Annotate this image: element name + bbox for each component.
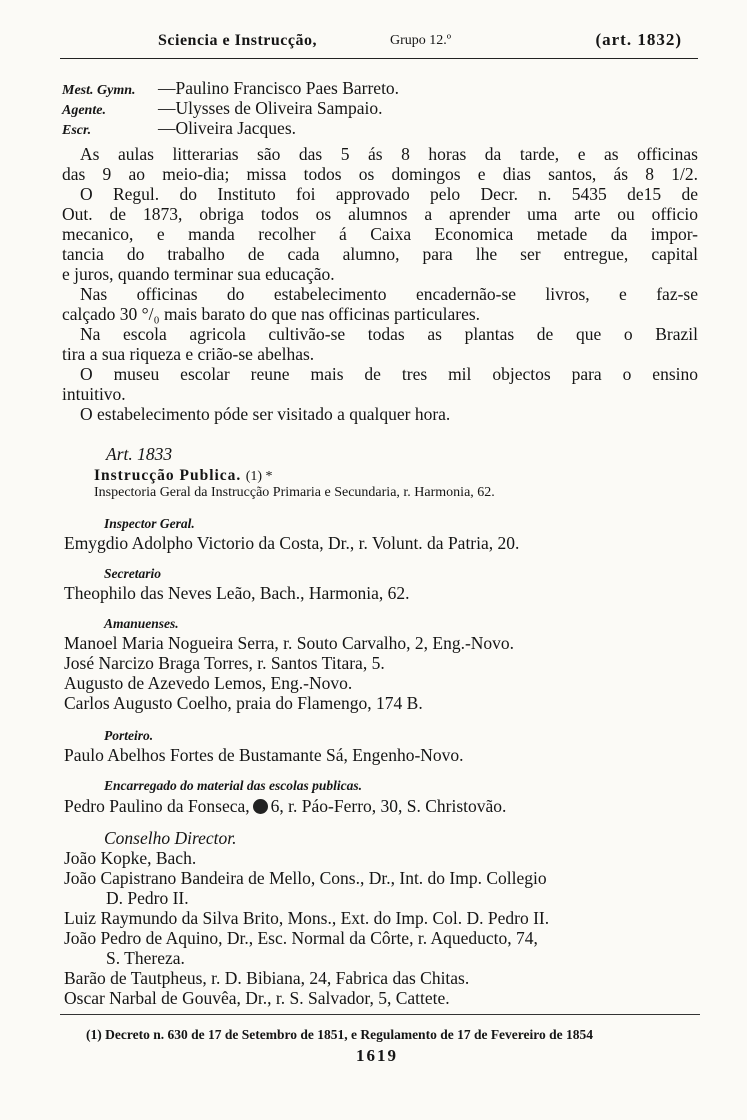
staff-row: [62, 118, 296, 141]
section-title-note: (1) *: [245, 469, 273, 484]
staff-name: —Ulysses de Oliveira Sampaio.: [158, 98, 383, 118]
paragraph-line: das 9 ao meio-dia; missa todos os domingos e dias santos, ás 8 1/2.: [62, 164, 698, 184]
secretario-line: Theophilo das Neves Leão, Bach., Harmonia, 62.: [64, 583, 410, 603]
header-title: Sciencia e Instrucção,: [158, 32, 317, 49]
conselho-line: D. Pedro II.: [106, 888, 189, 908]
conselho-line: Oscar Narbal de Gouvêa, Dr., r. S. Salvador, 5, Cattete.: [64, 988, 450, 1008]
staff-label: Mest. Gymn.: [62, 83, 136, 98]
paragraph-line: mecanico, e manda recolher á Caixa Economica metade da impor-: [62, 224, 698, 244]
encarregado-address: 6, r. Páo-Ferro, 30, S. Christovão.: [270, 796, 507, 816]
conselho-heading: Conselho Director.: [104, 828, 237, 848]
paragraph-line: Out. de 1873, obriga todos os alumnos a aprender uma arte ou officio: [62, 204, 698, 224]
secretario-heading: Secretario: [104, 566, 161, 581]
porteiro-line: Paulo Abelhos Fortes de Bustamante Sá, Engenho-Novo.: [64, 745, 464, 765]
header-article: (art. 1832): [595, 30, 682, 49]
staff-name: —Paulino Francisco Paes Barreto.: [158, 78, 400, 98]
section-subtitle: Inspectoria Geral da Instrucção Primaria e Secundaria, r. Harmonia, 62.: [94, 485, 495, 500]
paragraph-line: intuitivo.: [62, 384, 126, 404]
paragraph-line: calçado 30 °/₀ mais barato do que nas officinas particulares.: [62, 304, 481, 324]
conselho-line: Barão de Tautpheus, r. D. Bibiana, 24, Fabrica das Chitas.: [64, 968, 470, 988]
paragraph-line: Na escola agricola cultivão-se todas as plantas de que o Brazil: [80, 324, 698, 344]
encarregado-name: Pedro Paulino da Fonseca,: [64, 796, 250, 816]
amanuense-line: Carlos Augusto Coelho, praia do Flamengo, 174 B.: [64, 693, 423, 713]
amanuense-line: Manoel Maria Nogueira Serra, r. Souto Carvalho, 2, Eng.-Novo.: [64, 633, 515, 653]
inspector-line: Emygdio Adolpho Victorio da Costa, Dr., r. Volunt. da Patria, 20.: [64, 533, 520, 553]
footnote: (1) Decreto n. 630 de 17 de Setembro de 1851, e Regulamento de 17 de Fevereiro de 1854: [86, 1027, 594, 1042]
paragraph-line: tancia do trabalho de cada alumno, para lhe ser entregue, capital: [62, 244, 698, 264]
header-group: Grupo 12.º: [390, 33, 452, 48]
paragraph-line: O estabelecimento póde ser visitado a qualquer hora.: [80, 404, 451, 424]
section-title: Instrucção Publica.: [94, 467, 242, 484]
conselho-line: S. Thereza.: [106, 948, 185, 968]
page-header: [60, 28, 698, 59]
staff-label: Agente.: [62, 103, 106, 118]
footnote-rule: [60, 1014, 700, 1015]
article-number: Art. 1833: [106, 444, 173, 464]
conselho-line: João Capistrano Bandeira de Mello, Cons., Dr., Int. do Imp. Collegio: [64, 868, 547, 888]
inspector-heading: Inspector Geral.: [104, 516, 195, 531]
paragraph-line: O museu escolar reune mais de tres mil objectos para o ensino: [80, 364, 698, 384]
amanuense-line: Augusto de Azevedo Lemos, Eng.-Novo.: [64, 673, 353, 693]
encarregado-line: [64, 796, 506, 816]
paragraph-line: O Regul. do Instituto foi approvado pelo Decr. n. 5435 de15 de: [80, 184, 698, 204]
conselho-line: João Pedro de Aquino, Dr., Esc. Normal da Côrte, r. Aqueducto, 74,: [64, 928, 538, 948]
conselho-line: João Kopke, Bach.: [64, 848, 197, 868]
paragraph-line: Nas officinas do estabelecimento encadernão-se livros, e faz-se: [80, 284, 698, 304]
page-number: 1619: [356, 1046, 398, 1065]
amanuenses-heading: Amanuenses.: [104, 616, 179, 631]
encarregado-heading: Encarregado do material das escolas publicas.: [104, 778, 363, 793]
staff-name: —Oliveira Jacques.: [158, 118, 297, 138]
paragraph-line: As aulas litterarias são das 5 ás 8 horas da tarde, e as officinas: [80, 144, 698, 164]
paragraph-line: e juros, quando terminar sua educação.: [62, 264, 335, 284]
staff-label: Escr.: [62, 123, 92, 138]
porteiro-heading: Porteiro.: [104, 728, 154, 743]
paragraph-line: tira a sua riqueza e crião-se abelhas.: [62, 344, 315, 364]
conselho-line: Luiz Raymundo da Silva Brito, Mons., Ext. do Imp. Col. D. Pedro II.: [64, 908, 550, 928]
amanuense-line: José Narcizo Braga Torres, r. Santos Titara, 5.: [64, 653, 385, 673]
order-emblem-icon: [253, 799, 268, 814]
